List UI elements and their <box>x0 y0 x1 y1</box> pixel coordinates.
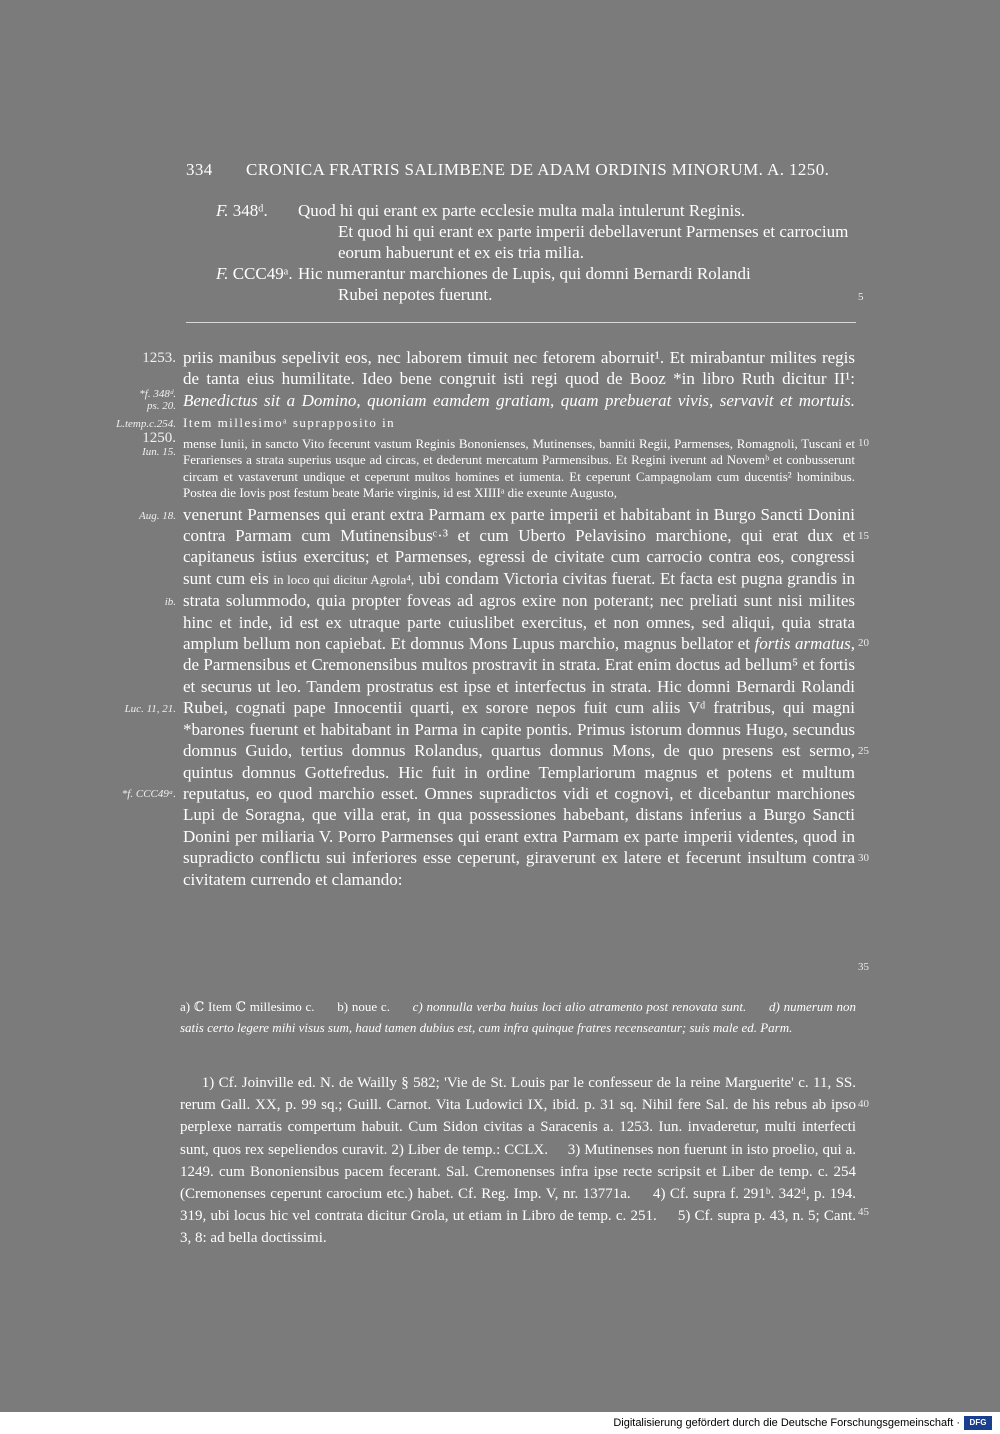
line-number: 35 <box>858 961 869 973</box>
text-paragraph: priis manibus sepelivit eos, nec laborem timuit nec fetorem aborruit¹. Et mirabantur milites regis de tanta eius humilitate. Ideo bene congruit isti regi quod de Booz *in libro Ruth dicitur II¹: Benedictus sit a Domino, quoniam eamdem gratiam, quam prebuerat vivis, servavit et mortuis. Item millesimoᵃ suprapposito in mense Iunii, in sancto Vito fecerunt vastum Reginis Bononienses, Mutinenses, banniti Regii, Parmenses, Romagnoli, Tuscani et Ferarienses a strata superius usque ad circas, et dederunt mercatum Parmensibus. Et Regini iverunt ad Novemᵇ et conbusserunt circam et vastaverunt undique et ceperunt multos homines et iumenta. Et ceperunt Campagnolam cum ducentis² hominibus. Postea die Iovis post festum beate Marie virginis, id est XIIIIᵃ die exeunte Augusto, venerunt Parmenses qui erant extra Parmam ex parte imperii et habitabant in Burgo Sancti Donini contra Parmam cum Mutinensibusᶜ·³ et cum Uberto Pelavisino marchione, qui erat dux et capitaneus istius exercitus; et Parmenses, egressi de civitate cum carrocio contra eos, congressi sunt cum eis in loco qui dicitur Agrola⁴, ubi condam Victoria civitas fuerat. Et facta est pugna grandis in strata solummodo, quia propter foveas ad agros exire non poterant; nec preliati sunt nisi milites hinc et inde, id est ex utraque parte cuiuslibet exercitus, et non omnes, sed aliqui, quia strata amplum bellum non capiebat. Et domnus Mons Lupus marchio, magnus bellator et fortis armatus, de Parmensibus et Cremonensibus multos prostravit in strata. Erat enim doctus ad bellum⁵ et fortis et securus ut leo. Tandem prostratus est ipse et interfectus in strata. Hic domni Bernardi Rolandi Rubei, cognati pape Innocentii quarti, ex sorore nepos fuit cum aliis Vᵈ fratribus, qui magni *barones fuerunt et habitabant in Parma in capite pontis. Primus istorum domnus Hugo, secundus domnus Guido, tertius domnus Rolandus, quartus domnus Mons, de quo presens est sermo, quintus domnus Gottefredus. Hic fuit in ordine Templariorum magnus et potens et multum reputatus, eo quod marchio esset. Omnes supradictos vidi et cognovi, et dicebantur marchiones Lupi de Soragna, que villa erat, in qua possessiones habebant, distans inferius a Burgo Sancti Donini per miliaria V. Porro Parmenses qui erant extra Parmam ex parte imperii videntes, quod in supradicto conflictu sui inferiores esse ceperunt, giraverunt ex latere et fecerunt insultum contra civitatem currendo et clamando: <box>183 348 856 889</box>
line-number: 5 <box>858 291 864 303</box>
main-text <box>183 347 855 890</box>
margin-date: Iun. 15. <box>142 446 176 458</box>
margin-date: Aug. 18. <box>139 510 176 522</box>
margin-ref: Luc. 11, 21. <box>124 703 176 715</box>
apparatus-note: a) ℂ Item ℂ millesimo c. <box>180 999 315 1014</box>
footnote: 3) Mutinenses non fuerunt in isto proelio, qui a. 1249. cum Bononiensibus pacem fecerant. Sal. Cremonenses infra ipse recte scripsit et Liber de temp. c. 254 (Cremonenses ceperunt carocium etc.) habet. Cf. Reg. Imp. V, nr. 13771a. <box>180 1141 856 1203</box>
margin-folio: *f. CCC49ᵃ. <box>121 788 176 800</box>
margin-ref: L.temp.c.254. <box>116 418 176 430</box>
index-entry <box>186 200 856 263</box>
index-entry-text: Quod hi qui erant ex parte ecclesie multa mala intulerunt Reginis. Et quod hi qui erant ex parte imperii debellaverunt Parmenses et carrocium eorum habuerunt et ex eis tria milia. <box>298 201 849 262</box>
funding-banner <box>0 1412 1000 1434</box>
margin-ref: ps. 20. <box>146 400 176 412</box>
running-header <box>186 160 856 180</box>
small-print-block: mense Iunii, in sancto Vito fecerunt vastum Reginis Bononienses, Mutinenses, banniti Regii, Parmenses, Romagnoli, Tuscani et Ferarienses a strata superius usque ad circas, et dederunt mercatum Parmensibus. Et Regini iverunt ad Novemᵇ et conbusserunt circam et vastaverunt undique et ceperunt multos homines et iumenta. Et ceperunt Campagnolam cum ducentis² hominibus. Postea die Iovis post festum beate Marie virginis, id est XIIIIᵃ die exeunte Augusto, <box>183 435 855 501</box>
folio-label: F. CCC49ᵃ. <box>216 264 293 283</box>
margin-ref: ib. <box>164 596 176 608</box>
margin-folio: *f. 348ᵈ. <box>139 388 176 400</box>
folio-label: F. 348ᵈ. <box>216 201 268 220</box>
index-entry <box>186 263 856 305</box>
line-number: 30 <box>858 852 869 864</box>
footnote: 4) Cf. supra f. 291ᵇ. 342ᵈ, p. 194. 319, ubi locus hic vel contrata dicitur Grola, ut etiam in Libro de temp. c. 251. <box>180 1186 857 1225</box>
separator-rule <box>186 322 856 323</box>
content-index <box>186 200 856 305</box>
footnote: 5) Cf. supra p. 43, n. 5; Cant. 3, 8: ad bella doctissimi. <box>180 1208 857 1247</box>
line-number: 15 <box>858 530 869 542</box>
line-number: 25 <box>858 745 869 757</box>
line-number: 10 <box>858 437 869 449</box>
apparatus-note: d) numerum non satis certo legere mihi visus sum, haud tamen dubius est, cum infra quinque fratres recenseantur; suis male ed. Parm. <box>180 999 857 1035</box>
running-title: CRONICA FRATRIS SALIMBENE DE ADAM ORDINIS MINORUM. A. 1250. <box>246 160 830 179</box>
index-entry-text: Hic numerantur marchiones de Lupis, qui domni Bernardi Rolandi Rubei nepotes fuerunt. <box>298 264 751 304</box>
line-number: 45 <box>858 1206 869 1218</box>
footnote: 2) Liber de temp.: CCLX. <box>391 1141 548 1158</box>
funding-text: Digitalisierung gefördert durch die Deutsche Forschungsgemeinschaft · <box>613 1417 960 1429</box>
line-number: 40 <box>858 1098 869 1110</box>
dfg-logo: DFG <box>964 1416 992 1430</box>
margin-year: 1250. <box>142 430 176 446</box>
margin-year: 1253. <box>142 350 176 366</box>
page-number: 334 <box>186 160 213 179</box>
apparatus-note: b) noue c. <box>337 999 390 1014</box>
critical-apparatus <box>180 996 856 1038</box>
apparatus-note: c) nonnulla verba huius loci alio atramento post renovata sunt. <box>412 999 747 1014</box>
line-number: 20 <box>858 637 869 649</box>
footnotes <box>180 1072 856 1250</box>
footnote: 1) Cf. Joinville ed. N. de Wailly § 582; 'Vie de St. Louis par le confesseur de la reine Marguerite' c. 11, SS. rerum Gall. XX, p. 99 sq.; Guill. Carnot. Vita Ludowici IX, ibid. p. 31 sq. Nihil fere Sal. de his rebus ab ipso perplexe narratis compertum habuit. Cum Sidon civitas a Saracenis a. 1253. Iun. invaderetur, multi interfecti sunt, quos rex sepeliendos curavit. <box>180 1075 856 1158</box>
